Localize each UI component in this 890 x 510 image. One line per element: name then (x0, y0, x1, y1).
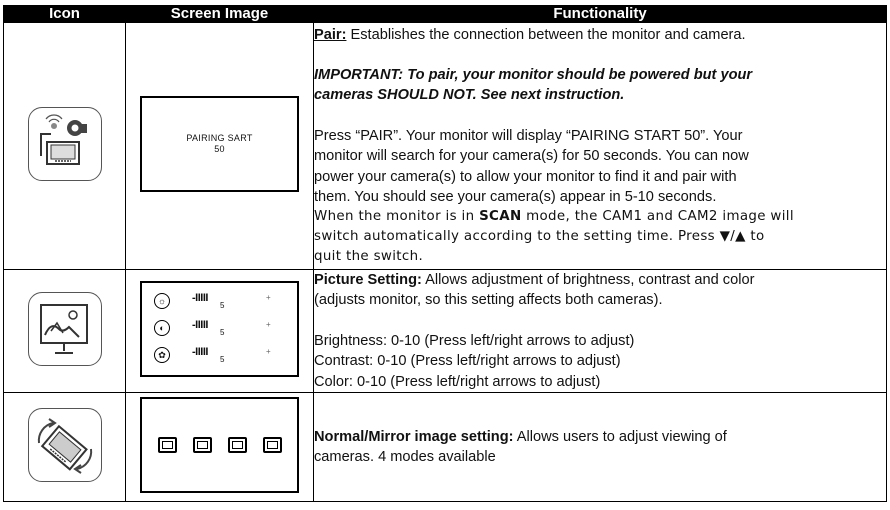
pair-title: Pair: (314, 26, 347, 43)
scan-post: mode, the CAM1 and CAM2 image will (521, 209, 794, 225)
header-icon: Icon (4, 6, 126, 23)
mode-mirror-icon (193, 437, 212, 453)
table-row-mirror-setting (4, 393, 887, 502)
icon-cell (4, 270, 126, 393)
picture-setting-title: Picture Setting: (314, 272, 422, 288)
header-functionality: Functionality (314, 6, 887, 23)
mode-mirror-flip-icon (263, 437, 282, 453)
pair-description: Establishes the connection between the monitor and camera. (346, 26, 746, 43)
header-row (4, 6, 887, 23)
screen-image-cell (126, 23, 314, 270)
mode-flip-icon (228, 437, 247, 453)
important-line-1: IMPORTANT: To pair, your monitor should be powered but your (314, 66, 753, 83)
color-slider (154, 347, 280, 365)
slider-value: 5 (220, 327, 225, 337)
slider-plus: + (266, 346, 271, 356)
scan-line-2: switch automatically according to the setting time. Press ▼/▲ to (314, 229, 765, 245)
picture-setting-icon (28, 292, 102, 366)
scan-line-3: quit the switch. (314, 249, 424, 265)
contrast-text: Contrast: 0-10 (Press left/right arrows to adjust) (314, 353, 621, 370)
contrast-slider (154, 320, 280, 338)
pairing-screen-line1: PAIRING SART (186, 132, 253, 143)
pairing-screen-line2: 50 (214, 143, 225, 154)
pair-body-1: Press “PAIR”. Your monitor will display “PAIRING START 50”. Your (314, 127, 743, 144)
color-text: Color: 0-10 (Press left/right arrows to adjust) (314, 373, 601, 390)
slider-ticks: -IIIII (192, 345, 208, 358)
pairing-screen (140, 96, 299, 192)
pair-camera-monitor-icon (28, 107, 102, 181)
brightness-icon: ☼ (154, 293, 170, 309)
header-screen-image: Screen Image (126, 6, 314, 23)
icon-cell (4, 23, 126, 270)
slider-value: 5 (220, 300, 225, 310)
table-row-picture-setting (4, 270, 887, 393)
brightness-slider (154, 293, 280, 311)
mirror-setting-screen (140, 397, 299, 493)
color-icon: ✿ (154, 347, 170, 363)
contrast-icon: ◐ (154, 320, 170, 336)
picture-setting-line-2: (adjusts monitor, so this setting affects both cameras). (314, 292, 663, 309)
pair-body-3: power your camera(s) to allow your monitor to find it and pair with (314, 168, 737, 185)
screen-image-cell (126, 270, 314, 393)
slider-plus: + (266, 292, 271, 302)
slider-plus: + (266, 319, 271, 329)
picture-setting-screen (140, 281, 299, 377)
slider-ticks: -IIIII (192, 318, 208, 331)
mirror-setting-description: Allows users to adjust viewing of (513, 428, 727, 445)
pair-body-4: them. You should see your camera(s) appear in 5-10 seconds. (314, 189, 717, 206)
mirror-setting-line-2: cameras. 4 modes available (314, 449, 496, 466)
table-row-pair (4, 23, 887, 270)
icon-cell (4, 393, 126, 502)
scan-word: SCAN (479, 209, 522, 225)
important-line-2: cameras SHOULD NOT. See next instruction. (314, 87, 625, 104)
functionality-cell (314, 393, 887, 502)
slider-value: 5 (220, 354, 225, 364)
pair-body-2: monitor will search for your camera(s) for 50 seconds. You can now (314, 148, 749, 165)
slider-ticks: -IIIII (192, 291, 208, 304)
picture-setting-description: Allows adjustment of brightness, contrast and color (421, 272, 755, 288)
mode-normal-icon (158, 437, 177, 453)
instruction-table (3, 5, 887, 502)
scan-pre: When the monitor is in (314, 209, 480, 225)
brightness-text: Brightness: 0-10 (Press left/right arrows to adjust) (314, 332, 635, 349)
functionality-cell (314, 23, 887, 270)
functionality-cell (314, 270, 887, 393)
rotate-monitor-icon (28, 408, 102, 482)
mirror-setting-title: Normal/Mirror image setting: (314, 428, 514, 445)
screen-image-cell (126, 393, 314, 502)
